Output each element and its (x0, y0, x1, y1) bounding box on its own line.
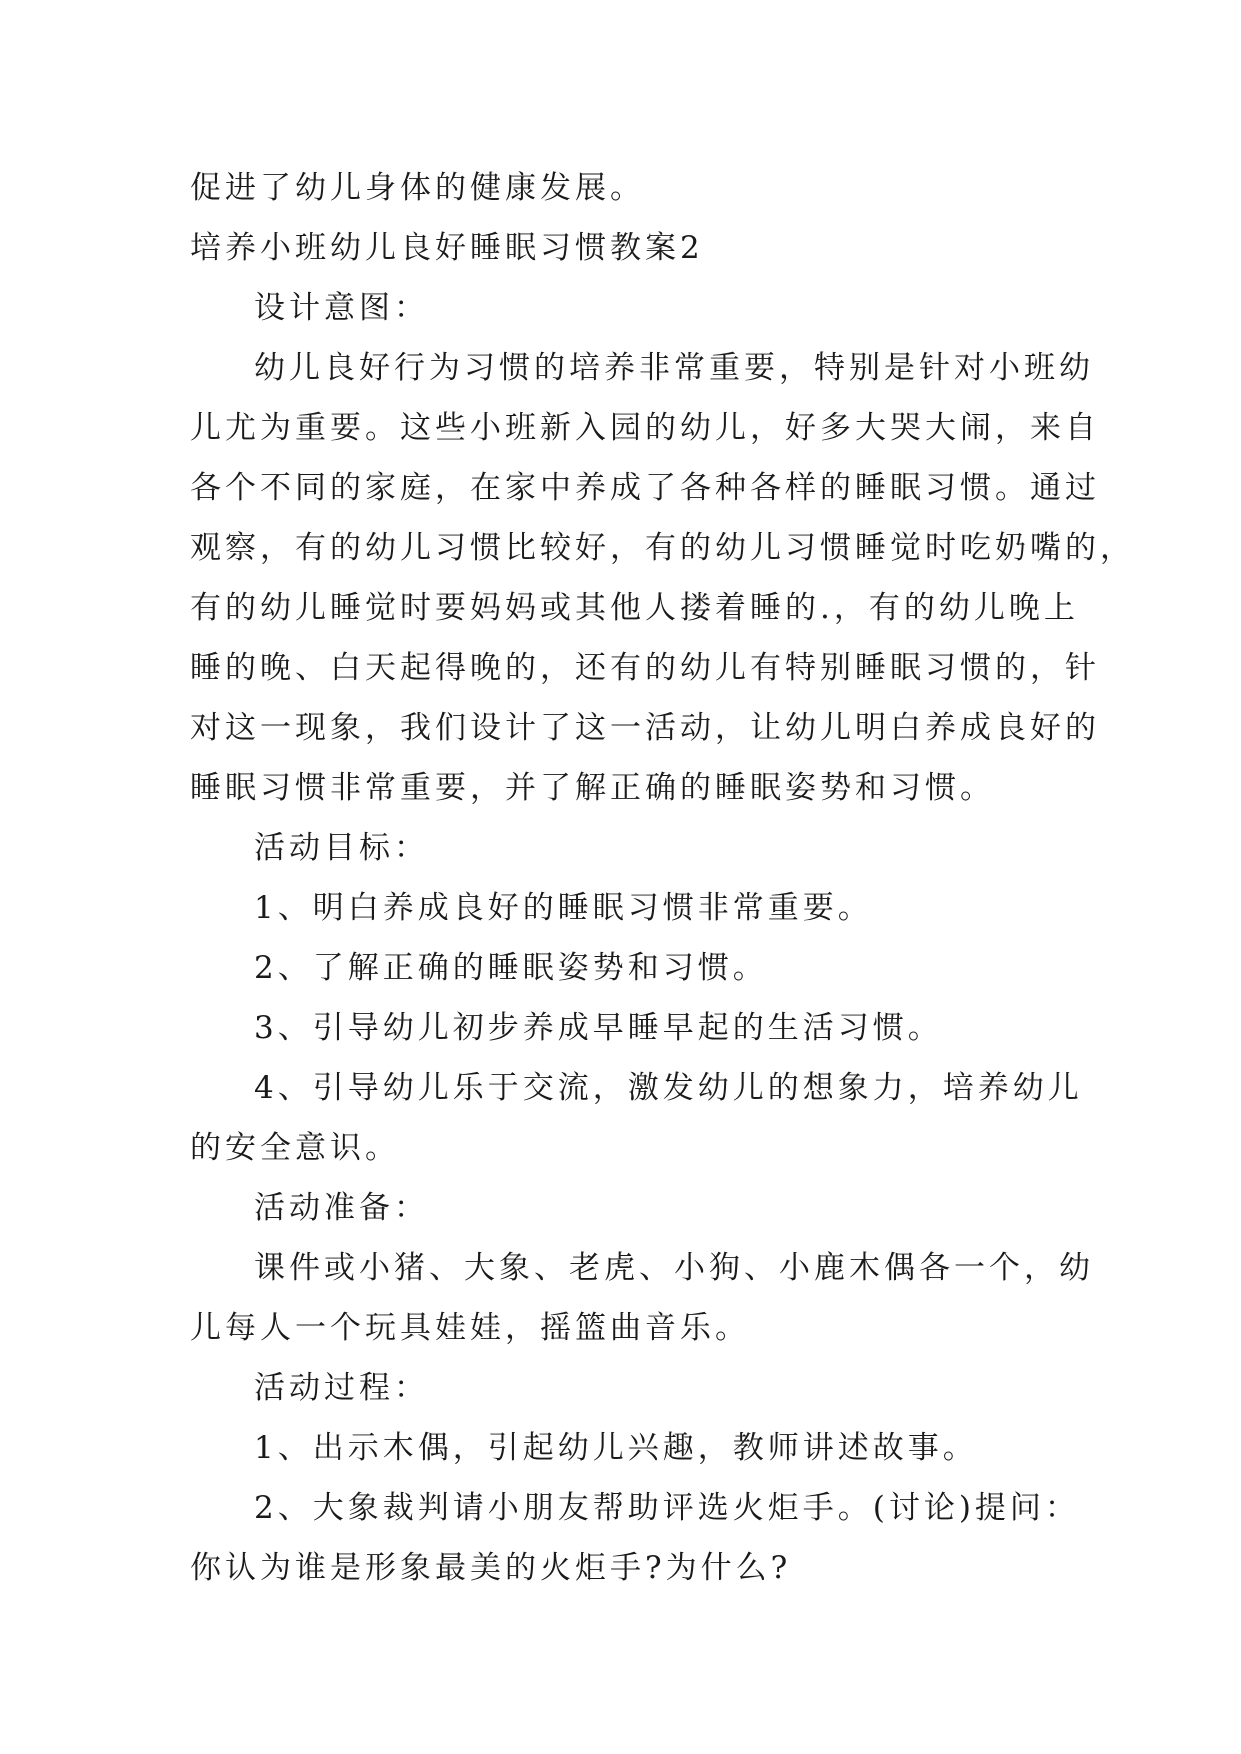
text-line: 对这一现象，我们设计了这一活动，让幼儿明白养成良好的 (190, 710, 1100, 746)
heading-activity-prep: 活动准备： (254, 1190, 429, 1226)
text-line: 的安全意识。 (190, 1130, 400, 1166)
list-item: 1、出示木偶，引起幼儿兴趣，教师讲述故事。 (254, 1430, 978, 1466)
text-line: 课件或小猪、大象、老虎、小狗、小鹿木偶各一个，幼 (254, 1250, 1094, 1286)
text-line: 观察，有的幼儿习惯比较好，有的幼儿习惯睡觉时吃奶嘴的， (190, 530, 1135, 566)
list-item: 4、引导幼儿乐于交流，激发幼儿的想象力，培养幼儿 (254, 1070, 1083, 1106)
text-line: 睡眠习惯非常重要，并了解正确的睡眠姿势和习惯。 (190, 770, 995, 806)
text-line: 儿尤为重要。这些小班新入园的幼儿，好多大哭大闹，来自 (190, 410, 1100, 446)
list-item: 1、明白养成良好的睡眠习惯非常重要。 (254, 890, 873, 926)
text-line: 幼儿良好行为习惯的培养非常重要，特别是针对小班幼 (254, 350, 1094, 386)
text-line: 促进了幼儿身体的健康发展。 (190, 170, 645, 206)
text-line: 你认为谁是形象最美的火炬手?为什么? (190, 1550, 792, 1586)
text-line: 各个不同的家庭，在家中养成了各种各样的睡眠习惯。通过 (190, 470, 1100, 506)
list-item: 3、引导幼儿初步养成早睡早起的生活习惯。 (254, 1010, 943, 1046)
text-line: 儿每人一个玩具娃娃，摇篮曲音乐。 (190, 1310, 750, 1346)
heading-design-intent: 设计意图： (254, 290, 429, 326)
list-item: 2、了解正确的睡眠姿势和习惯。 (254, 950, 768, 986)
heading-activity-goals: 活动目标： (254, 830, 429, 866)
section-title: 培养小班幼儿良好睡眠习惯教案2 (190, 230, 704, 266)
heading-activity-process: 活动过程： (254, 1370, 429, 1406)
list-item: 2、大象裁判请小朋友帮助评选火炬手。(讨论)提问： (254, 1490, 1080, 1526)
document-body (190, 158, 1135, 1598)
text-line: 睡的晚、白天起得晚的，还有的幼儿有特别睡眠习惯的，针 (190, 650, 1100, 686)
text-line: 有的幼儿睡觉时要妈妈或其他人搂着睡的.，有的幼儿晚上 (190, 590, 1079, 626)
